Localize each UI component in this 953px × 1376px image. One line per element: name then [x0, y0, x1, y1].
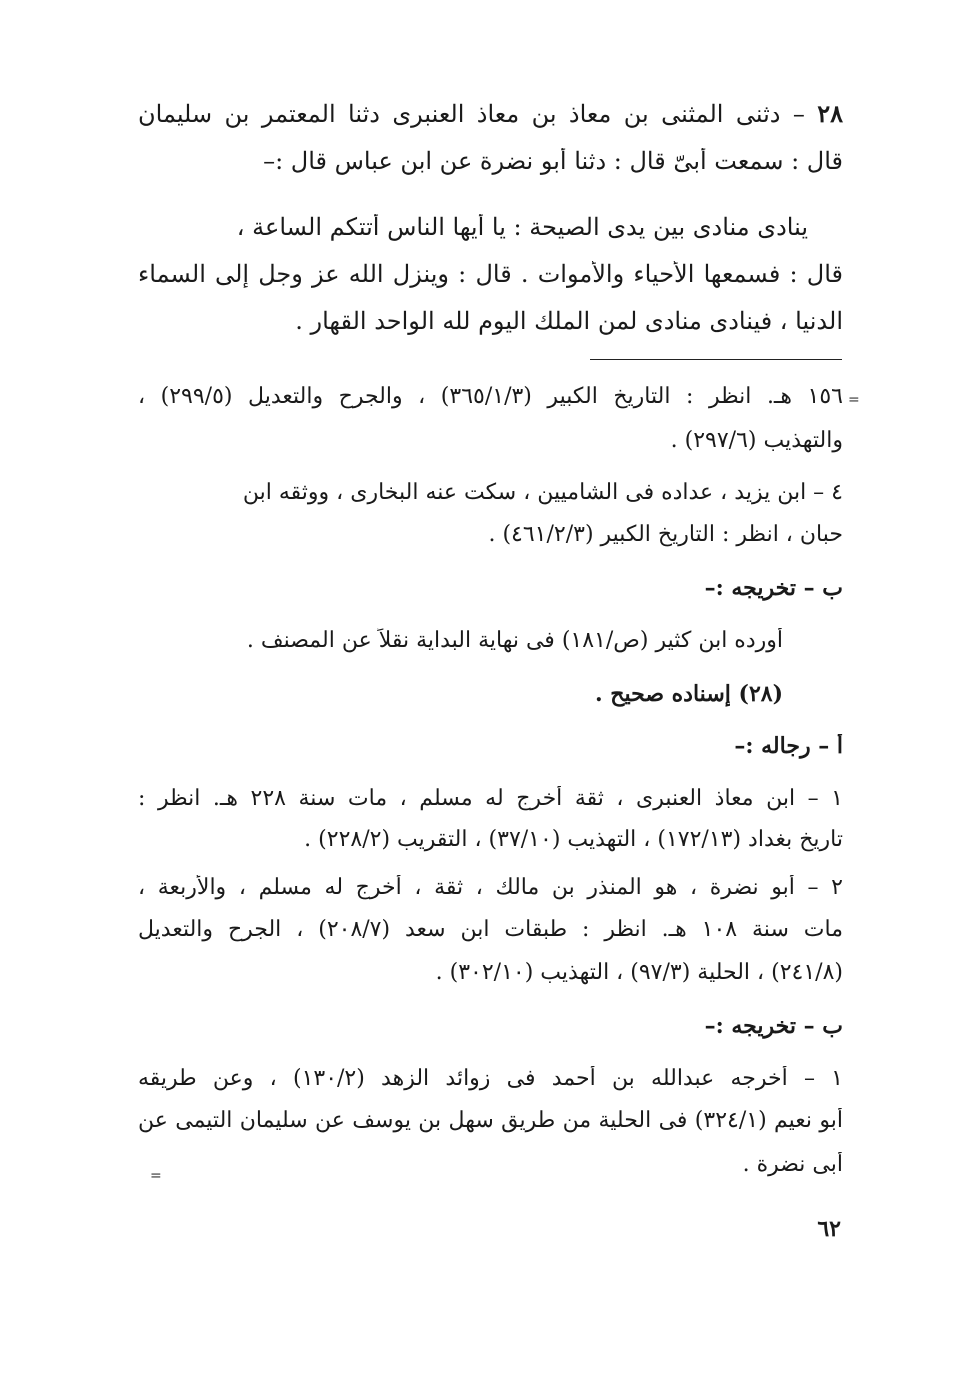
- rijal-item-2-line-1: ٢ – أبو نضرة ، هو المنذر بن مالك ، ثقة ، أخرج له مسلم ، والأربعة ،: [138, 875, 843, 900]
- hadith-isnad-line-1: [138, 100, 843, 129]
- hadith-isnad-line-2: قال : سمعت أبىّ قال : دثنا أبو نضرة عن ابن عباس قال :–: [263, 148, 843, 175]
- rijal-item-2-line-3: (٢٤١/٨) ، الحلية (٩٧/٣) ، التهذيب (٣٠٢/١٠) .: [435, 960, 843, 985]
- page-number: ٦٢: [817, 1216, 841, 1242]
- takhrij-heading-1: ب – تخريجه :–: [704, 576, 843, 601]
- hadith-matn-line-3: الدنيا ، فينادى منادى لمن الملك اليوم لله الواحد القهار .: [295, 308, 843, 335]
- hadith-matn-line-1: ينادى منادى بين يدى الصيحة : يا أيها الناس أتتكم الساعة ،: [236, 214, 808, 241]
- takhrij-item-1-line-1: ١ – أخرجه عبدالله بن أحمد فى زوائد الزهد (١٣٠/٢) ، وعن طريقه: [138, 1066, 843, 1091]
- hadith-matn-line-2: قال : فسمعها الأحياء والأموات . قال : وينزل الله عز وجل إلى السماء: [138, 261, 843, 288]
- footnote-separator: [590, 359, 842, 360]
- hadith-number: ٢٨: [817, 100, 843, 128]
- continuation-mark: =: [848, 392, 860, 408]
- takhrij-item-1-line-2: أبو نعيم (٣٢٤/١) فى الحلية من طريق سهل بن يوسف عن سليمان التيمى عن: [138, 1108, 843, 1133]
- isnad-heading: (٢٨) إسناده صحيح .: [594, 682, 783, 707]
- takhrij-item-1-line-3: أبى نضرة .: [742, 1152, 843, 1177]
- footnote-cont-line-2: والتهذيب (٢٩٧/٦) .: [670, 428, 843, 453]
- rijal-item-1-line-1: ١ – ابن معاذ العنبرى ، ثقة أخرج له مسلم ، مات سنة ٢٢٨ هـ. انظر :: [138, 786, 843, 811]
- rijal-item-2-line-2: مات سنة ١٠٨ هـ. انظر : طبقات ابن سعد (٢٠٨/٧) ، الجرح والتعديل: [138, 917, 843, 942]
- footnote-item-4-line-2: حبان ، انظر : التاريخ الكبير (٤٦١/٢/٣) .: [488, 522, 843, 547]
- hadith-isnad-text-1: – دثنى المثنى بن معاذ بن معاذ العنبرى دثنا المعتمر بن سليمان: [138, 100, 805, 128]
- rijal-heading: أ – رجاله :–: [734, 734, 843, 759]
- end-continuation-mark: =: [150, 1168, 162, 1184]
- takhrij-text-1: أورده ابن كثير (ص/١٨١) فى نهاية البداية نقلاً عن المصنف .: [246, 628, 783, 653]
- takhrij-heading-2: ب – تخريجه :–: [704, 1014, 843, 1039]
- rijal-item-1-line-2: تاريخ بغداد (١٧٢/١٣) ، التهذيب (٣٧/١٠) ، التقريب (٢٢٨/٢) .: [304, 827, 843, 852]
- footnote-cont-line-1: ١٥٦ هـ. انظر : التاريخ الكبير (٣٦٥/١/٣) ، والجرح والتعديل (٢٩٩/٥) ،: [138, 384, 843, 409]
- footnote-item-4-line-1: ٤ – ابن يزيد ، عداده فى الشاميين ، سكت عنه البخارى ، ووثقه ابن: [242, 480, 843, 505]
